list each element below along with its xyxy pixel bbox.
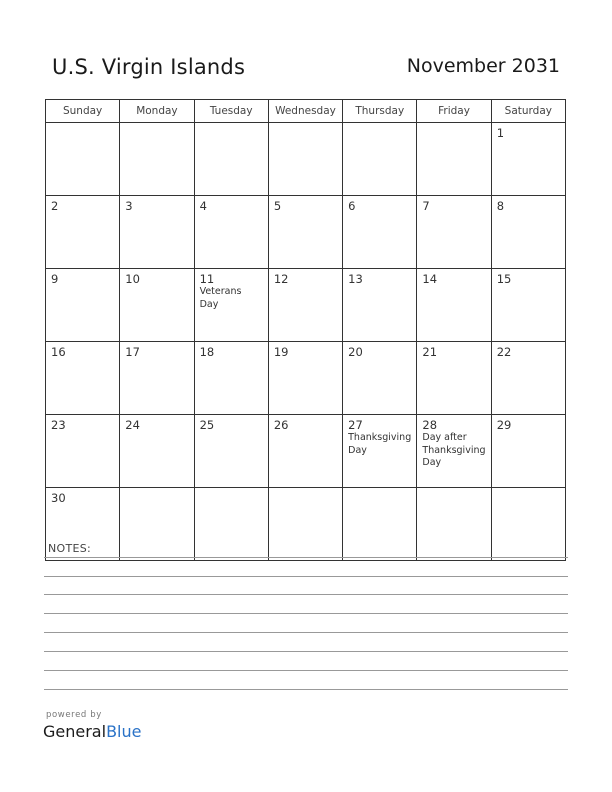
calendar-title: U.S. Virgin Islands <box>52 55 246 79</box>
day-number: 24 <box>125 418 140 432</box>
day-cell <box>343 415 417 488</box>
day-cell <box>268 488 342 561</box>
day-cell <box>268 415 342 488</box>
day-number: 3 <box>125 199 133 213</box>
week-row <box>46 415 566 488</box>
week-row <box>46 196 566 269</box>
day-cell <box>417 196 491 269</box>
day-number: 30 <box>51 491 66 505</box>
powered-by-text: powered by <box>46 710 102 720</box>
week-row <box>46 123 566 196</box>
day-number: 4 <box>199 199 207 213</box>
week-row <box>46 488 566 561</box>
calendar-month: November 2031 <box>406 55 560 77</box>
weekday-header: Wednesday <box>268 100 342 123</box>
day-number: 10 <box>125 272 140 286</box>
week-row <box>46 269 566 342</box>
day-cell <box>268 123 342 196</box>
weekday-header: Sunday <box>46 100 120 123</box>
day-number: 28 <box>422 418 438 432</box>
weekday-header: Tuesday <box>194 100 268 123</box>
day-cell <box>120 342 194 415</box>
day-cell <box>120 488 194 561</box>
day-number: 5 <box>273 199 282 213</box>
day-cell <box>194 269 268 342</box>
day-number: 8 <box>496 199 505 213</box>
day-cell <box>194 415 268 488</box>
day-cell <box>120 123 194 196</box>
note-line <box>44 632 568 633</box>
note-line <box>44 576 568 577</box>
note-line <box>44 557 568 558</box>
day-cell <box>120 415 194 488</box>
day-cell <box>343 342 417 415</box>
day-number: 21 <box>422 345 438 359</box>
logo-blue-text: Blue <box>106 722 142 741</box>
day-cell <box>46 269 120 342</box>
weekday-header: Friday <box>417 100 491 123</box>
day-number: 12 <box>273 272 289 286</box>
day-number: 9 <box>51 272 59 286</box>
weekday-header: Thursday <box>343 100 417 123</box>
day-cell <box>491 488 565 561</box>
day-number: 13 <box>348 272 363 286</box>
day-number: 1 <box>496 126 505 140</box>
day-cell <box>491 342 565 415</box>
day-cell <box>268 196 342 269</box>
day-cell <box>194 342 268 415</box>
day-cell <box>46 123 120 196</box>
day-cell <box>120 196 194 269</box>
day-number: 18 <box>199 345 215 359</box>
weekday-header: Saturday <box>491 100 565 123</box>
day-cell <box>343 196 417 269</box>
note-line <box>44 613 568 614</box>
week-row <box>46 342 566 415</box>
note-line <box>44 651 568 652</box>
day-cell <box>46 342 120 415</box>
day-number: 11 <box>199 272 215 286</box>
day-cell <box>417 488 491 561</box>
day-number: 23 <box>51 418 66 432</box>
day-number: 19 <box>273 345 289 359</box>
holiday-label: Thanksgiving Day <box>348 432 412 456</box>
calendar-body <box>46 123 566 561</box>
day-cell <box>417 415 491 488</box>
day-number: 25 <box>199 418 215 432</box>
day-number: 29 <box>496 418 512 432</box>
day-cell <box>343 269 417 342</box>
day-cell <box>491 269 565 342</box>
day-cell <box>417 123 491 196</box>
day-cell <box>268 269 342 342</box>
note-line <box>44 689 568 690</box>
day-cell <box>120 269 194 342</box>
day-number: 26 <box>273 418 289 432</box>
notes-label: NOTES: <box>48 542 92 555</box>
day-number: 15 <box>496 272 512 286</box>
day-cell <box>343 123 417 196</box>
day-cell <box>194 488 268 561</box>
weekday-header-row <box>46 100 566 123</box>
day-number: 2 <box>51 199 59 213</box>
day-cell <box>343 488 417 561</box>
day-number: 20 <box>348 345 363 359</box>
day-cell <box>46 196 120 269</box>
day-number: 22 <box>496 345 512 359</box>
day-cell <box>268 342 342 415</box>
day-cell <box>417 342 491 415</box>
day-number: 14 <box>422 272 438 286</box>
day-number: 17 <box>125 345 140 359</box>
logo-general-text: General <box>43 722 107 741</box>
holiday-label: Day after Thanksgiving Day <box>422 432 486 468</box>
calendar-grid <box>45 99 566 561</box>
day-cell <box>194 196 268 269</box>
note-line <box>44 594 568 595</box>
day-cell <box>417 269 491 342</box>
day-cell <box>491 123 565 196</box>
day-cell <box>491 415 565 488</box>
note-line <box>44 670 568 671</box>
generalblue-logo <box>43 722 141 741</box>
holiday-label: Veterans Day <box>199 286 242 310</box>
day-number: 7 <box>422 199 430 213</box>
day-number: 27 <box>348 418 363 432</box>
day-number: 16 <box>51 345 66 359</box>
day-cell <box>194 123 268 196</box>
day-cell <box>491 196 565 269</box>
day-cell <box>46 415 120 488</box>
weekday-header: Monday <box>120 100 194 123</box>
day-number: 6 <box>348 199 356 213</box>
